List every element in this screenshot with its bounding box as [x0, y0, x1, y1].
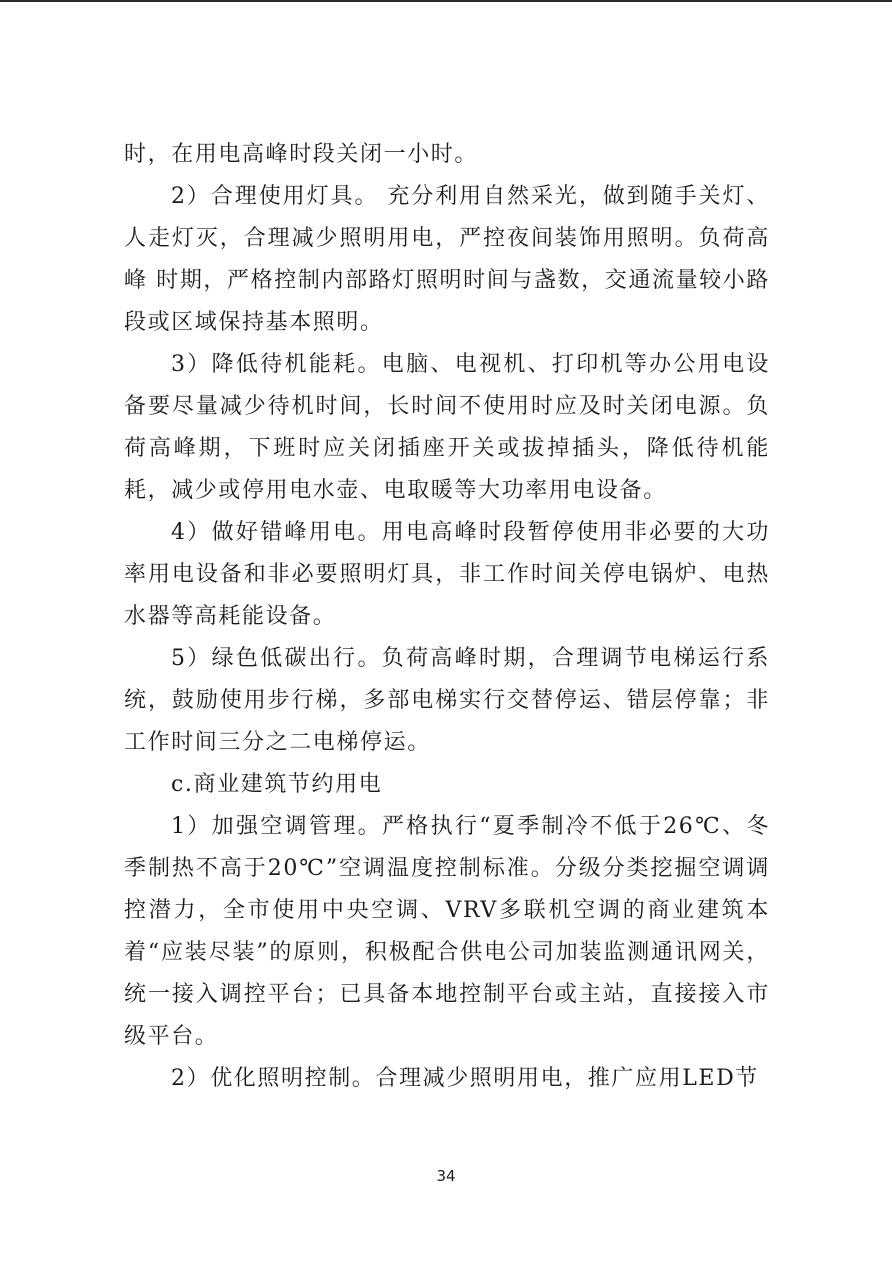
paragraph-air-conditioning: 1）加强空调管理。严格执行“夏季制冷不低于26℃、冬季制热不高于20℃”空调温度控制标准。分级分类挖掘空调调控潜力，全市使用中央空调、VRV多联机空调的商业建筑本着“应装尽装”的原则，积极配合供电公司加装监测通讯网关，统一接入调控平台；已具备本地控制平台或主站，直接接入市级平台。	[124, 814, 770, 1049]
paragraph-continuation: 时，在用电高峰时段关闭一小时。	[124, 142, 479, 167]
section-heading-commercial: c.商业建筑节约用电	[171, 772, 383, 797]
page-number: 34	[436, 1167, 456, 1185]
paragraph-lighting-control: 2）优化照明控制。合理减少照明用电，推广应用LED节	[171, 1066, 759, 1091]
page-top-border	[0, 0, 892, 2]
paragraph-peak-shifting: 4）做好错峰用电。用电高峰时段暂停使用非必要的大功率用电设备和非必要照明灯具，非工作时间关停电锅炉、电热水器等高耗能设备。	[124, 520, 770, 629]
paragraph-green-travel: 5）绿色低碳出行。负荷高峰时期，合理调节电梯运行系统，鼓励使用步行梯，多部电梯实行交替停运、错层停靠；非工作时间三分之二电梯停运。	[124, 646, 770, 755]
paragraph-standby-power: 3）降低待机能耗。电脑、电视机、打印机等办公用电设备要尽量减少待机时间，长时间不使用时应及时关闭电源。负荷高峰期，下班时应关闭插座开关或拔掉插头，降低待机能耗，减少或停用电水壶、电取暖等大功率用电设备。	[124, 352, 770, 503]
paragraph-lighting: 2）合理使用灯具。 充分利用自然采光，做到随手关灯、人走灯灭，合理减少照明用电，严控夜间装饰用照明。负荷高峰 时期，严格控制内部路灯照明时间与盏数，交通流量较小路段或区域保持基本照明。	[124, 184, 770, 335]
document-body	[124, 134, 770, 1100]
